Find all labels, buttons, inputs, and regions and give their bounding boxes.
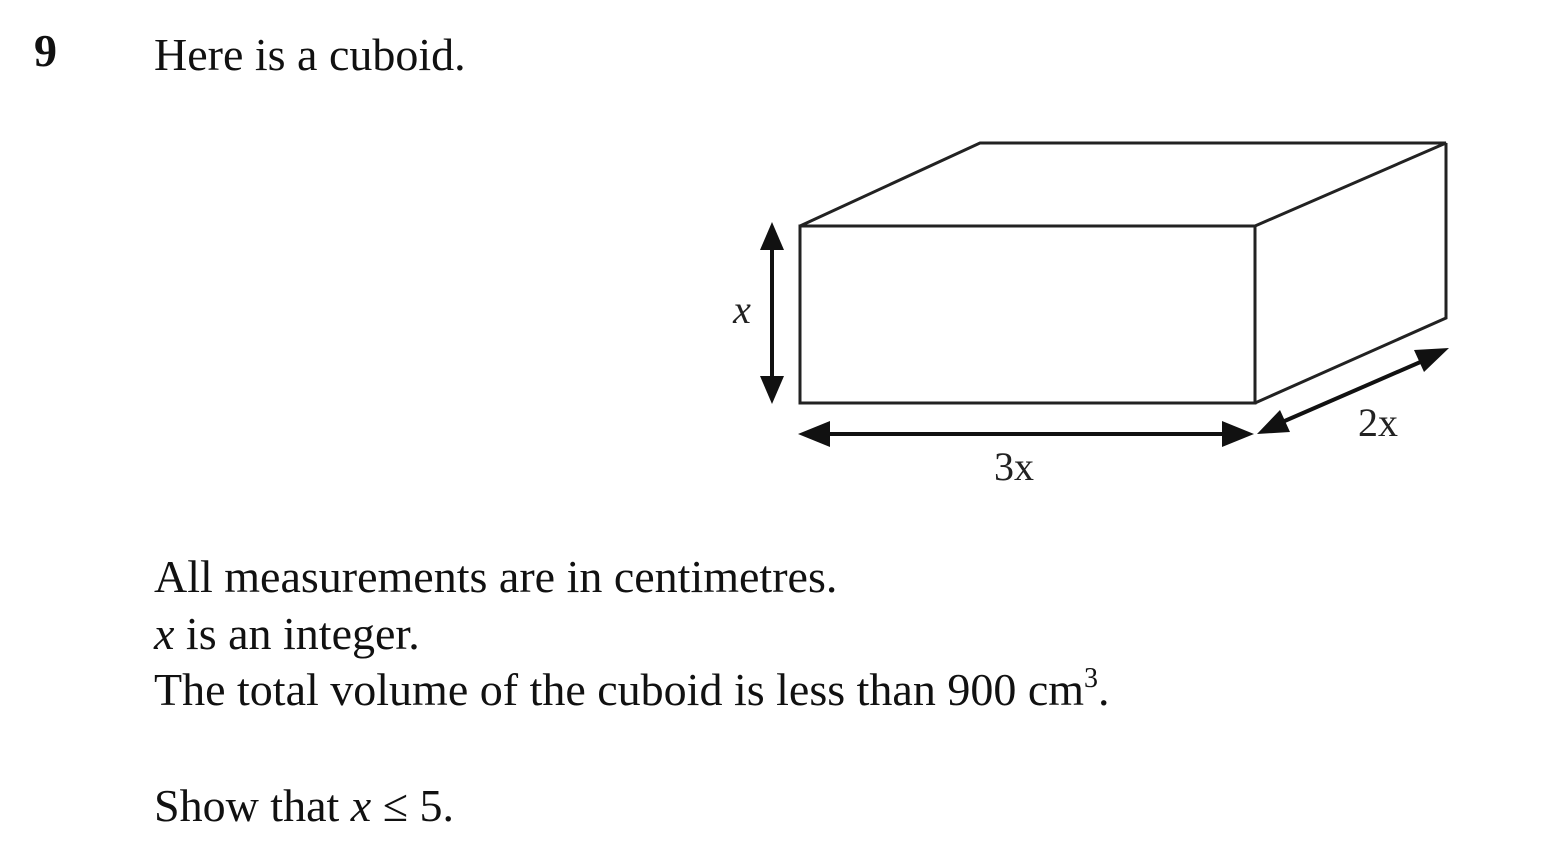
volume-statement [154, 663, 1110, 715]
question-intro: Here is a cuboid. [154, 29, 466, 80]
cuboid-front-face [800, 226, 1255, 403]
measurement-statement: All measurements are in centimetres. [154, 551, 838, 602]
height-label: x [733, 287, 751, 332]
integer-statement-text: is an integer. [174, 608, 420, 659]
task-inequality: ≤ 5. [371, 780, 454, 831]
task-statement [154, 780, 454, 831]
depth-arrow-shaft [1280, 360, 1425, 423]
height-arrow-head-up [760, 222, 784, 250]
volume-statement-end: . [1098, 664, 1110, 715]
depth-arrow-head-upper [1414, 348, 1449, 372]
height-arrow-head-down [760, 376, 784, 404]
question-number: 9 [34, 25, 57, 76]
integer-statement [154, 608, 420, 659]
volume-exponent: 3 [1084, 663, 1099, 694]
depth-label: 2x [1358, 400, 1398, 445]
length-label: 3x [994, 444, 1034, 489]
task-variable: x [350, 780, 372, 831]
cuboid-top-face [800, 143, 1446, 226]
depth-arrow-head-lower [1257, 410, 1290, 434]
length-arrow-head-right [1222, 421, 1254, 447]
volume-statement-text: The total volume of the cuboid is less than 900 cm [154, 664, 1085, 715]
task-prefix: Show that [154, 780, 351, 831]
integer-variable: x [154, 608, 175, 659]
length-arrow-head-left [798, 421, 830, 447]
